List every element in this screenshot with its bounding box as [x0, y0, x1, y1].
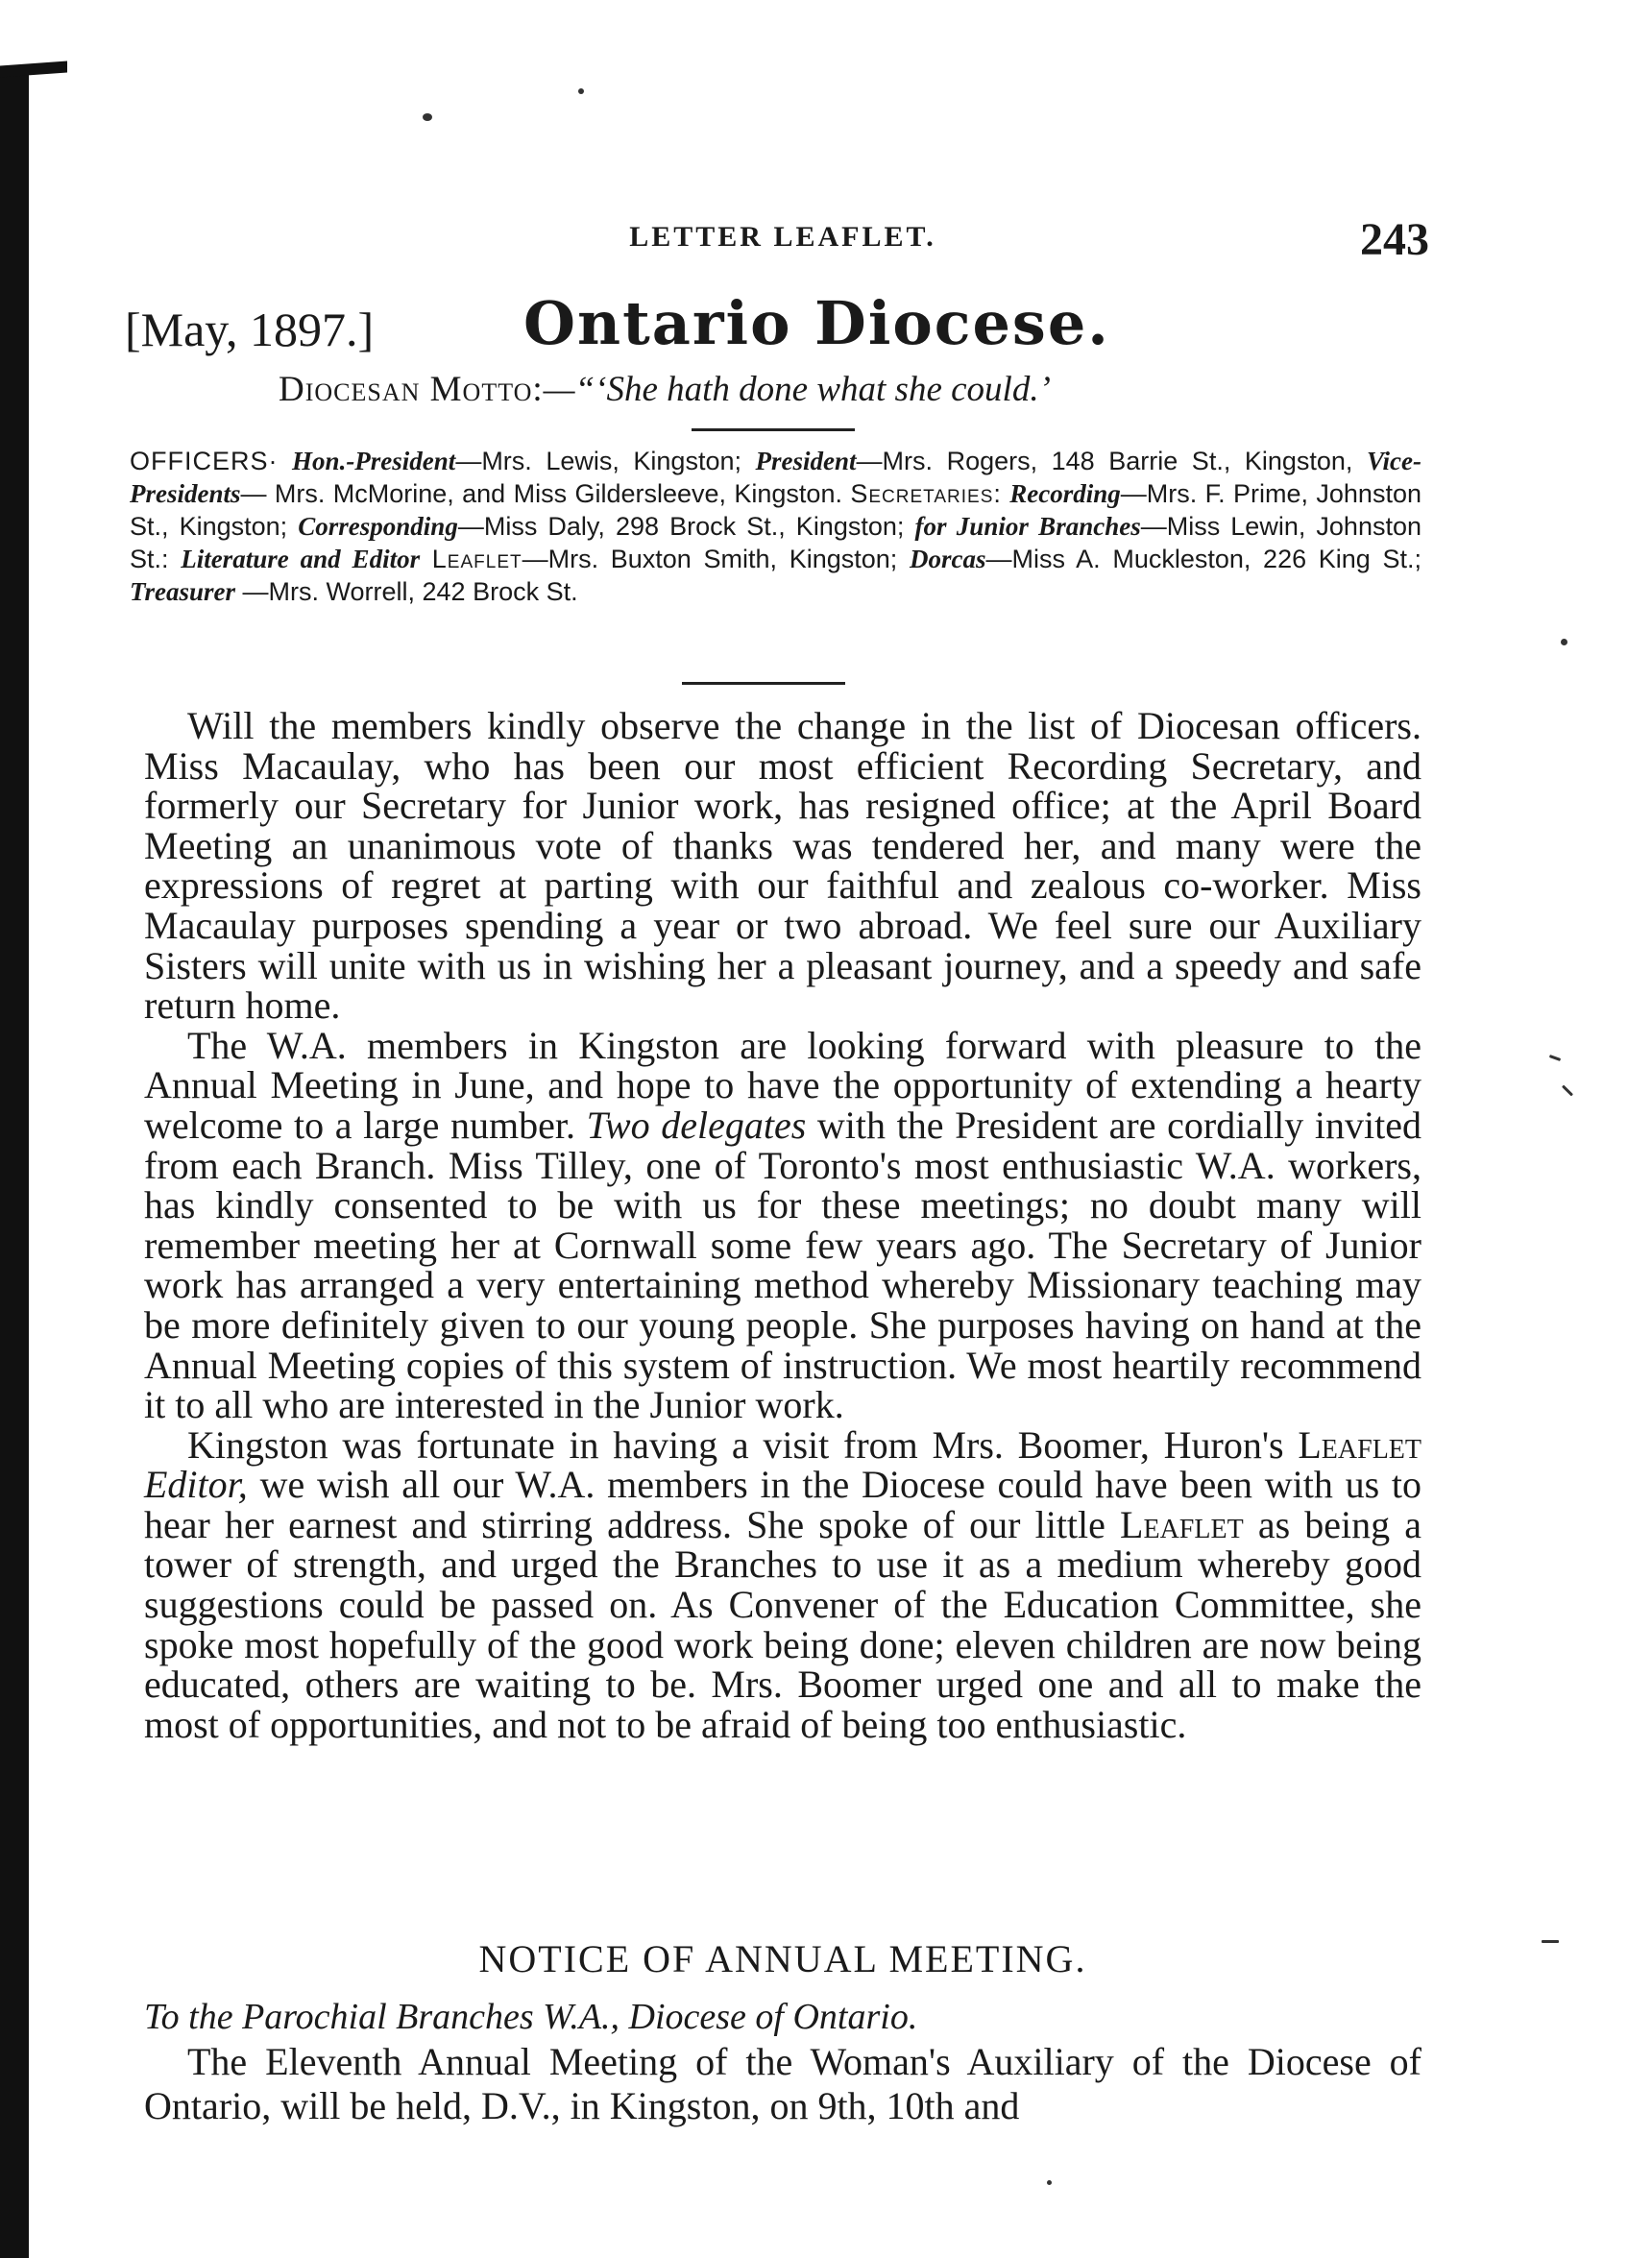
officer-entry: —Mrs. Buxton Smith, Kingston; — [522, 545, 898, 573]
officer-role: Recording — [1009, 479, 1121, 508]
officer-entry: —Mrs. Lewis, Kingston; — [455, 447, 741, 475]
divider-rule — [692, 428, 855, 431]
paragraph-text: with the President are cordially invited from each Branch. Miss Tilley, one of Toronto's most enthusiastic W.A. workers, has kindly consented to be with us for these meetings; no doubt many will remember meeting her at Cornwall some few years ago. The Secretary of Junior work has arranged a very entertaining method whereby Missionary teaching may be more definitely given to our young people. She purposes having on hand at the Annual Meeting copies of this system of instruction. We most heartily recommend it to all who are interested in the Junior work. — [144, 1103, 1422, 1427]
notice-body — [144, 2040, 1421, 2128]
paragraph: The Eleventh Annual Meeting of the Woman's Auxiliary of the Diocese of Ontario, will be held, D.V., in Kingston, on 9th, 10th and — [144, 2040, 1421, 2127]
notice-heading: NOTICE OF ANNUAL MEETING. — [478, 1937, 1087, 1980]
officer-entry: —Miss Daly, 298 Brock St., Kingston; — [457, 512, 905, 541]
paragraph: Will the members kindly observe the change in the list of Diocesan officers. Miss Macaulay, who has been our most efficient Recording Secretary, and formerly our Secretary for Junior work, has resigned office; at the April Board Meeting an unanimous vote of thanks was tendered her, and many were the expressions of regret at parting with our faithful and zealous co-worker. Miss Macaulay purposes spending a year or two abroad. We feel sure our Auxiliary Sisters will unite with us in wishing her a pleasant journey, and a speedy and safe return home. — [144, 704, 1421, 1028]
paragraph-text: as being a tower of strength, and urged the Branches to use it as a medium whereby good suggestions could be passed on. As Convener of the Education Committee, she spoke most hopefully of the good work being done; eleven children are now being educated, others are waiting to be. Mrs. Boomer urged one and all to make the most of opportunities, and not to be afraid of being too enthusiastic. — [144, 1502, 1421, 1746]
paragraph-text: Kingston was fortunate in having a visit from Mrs. Boomer, Huron's — [187, 1422, 1284, 1467]
officer-role: Literature and Editor — [181, 545, 421, 573]
paragraph-text: The W.A. members in Kingston are looking forward with pleasure to the Annual Meeting in June, and hope to have the opportunity of extending a hearty welcome to a large number. — [144, 1023, 1421, 1147]
scan-speck — [1562, 1084, 1573, 1096]
officer-role: Hon.-President — [292, 447, 456, 475]
motto-text: —“‘She hath done what she could.’ — [543, 370, 1051, 409]
scan-speck — [1542, 1940, 1559, 1943]
leaflet-name: Leaflet — [1120, 1502, 1244, 1546]
officer-role: Dorcas — [909, 545, 986, 573]
notice-addressee: To the Parochial Branches W.A., Diocese of Ontario. — [144, 1997, 918, 2037]
leaflet-label: Leaflet — [431, 545, 522, 573]
scan-speck — [1561, 639, 1567, 645]
divider-rule — [682, 682, 845, 685]
officers-list — [130, 445, 1421, 608]
binding-edge-top — [0, 61, 67, 78]
officer-entry: —Mrs. Rogers, 148 Barrie St., Kingston, — [856, 447, 1353, 475]
scan-speck — [423, 113, 432, 121]
officer-role: Vice-Presidents — [130, 447, 1421, 508]
motto-label: Diocesan Motto: — [279, 370, 544, 409]
paragraph-text: we wish all our W.A. members in the Diocese could have been with us to hear her earnest and stirring address. She spoke of our little — [144, 1463, 1422, 1546]
officer-role: President — [755, 447, 857, 475]
officer-role: Corresponding — [298, 512, 458, 541]
officers-label: OFFICERS· — [130, 447, 279, 475]
emphasis: Editor, — [144, 1463, 248, 1507]
officer-entry: — Mrs. McMorine, and Miss Gildersleeve, Kingston. — [240, 479, 842, 508]
officer-entry: —Mrs. F. Prime, Johnston St., Kingston; — [130, 479, 1421, 541]
secretaries-label: Secretaries: — [850, 479, 1002, 508]
officer-role: for Junior Branches — [914, 512, 1141, 541]
running-title: LETTER LEAFLET. — [629, 221, 936, 253]
page-number: 243 — [1360, 214, 1429, 265]
officer-entry: —Mrs. Worrell, 242 Brock St. — [242, 577, 578, 606]
binding-edge — [0, 69, 29, 2258]
officer-entry: —Miss Lewin, Johnston St.: — [130, 512, 1421, 573]
emphasis: Two delegates — [586, 1103, 807, 1147]
scan-speck — [1549, 1055, 1561, 1061]
leaflet-name: Leaflet — [1298, 1422, 1422, 1467]
officer-entry: —Miss A. Muckleston, 226 King St.; — [985, 545, 1422, 573]
article-body — [144, 706, 1421, 1744]
scan-speck — [578, 88, 584, 94]
diocesan-motto — [279, 369, 1051, 410]
scan-speck — [1047, 2180, 1052, 2185]
diocese-title: Ontario Diocese. — [523, 288, 1110, 358]
paragraph — [144, 1023, 1422, 1427]
running-head — [144, 213, 1429, 271]
issue-date: [May, 1897.] — [125, 303, 375, 356]
paragraph — [144, 1422, 1422, 1746]
officer-role: Treasurer — [130, 577, 236, 606]
